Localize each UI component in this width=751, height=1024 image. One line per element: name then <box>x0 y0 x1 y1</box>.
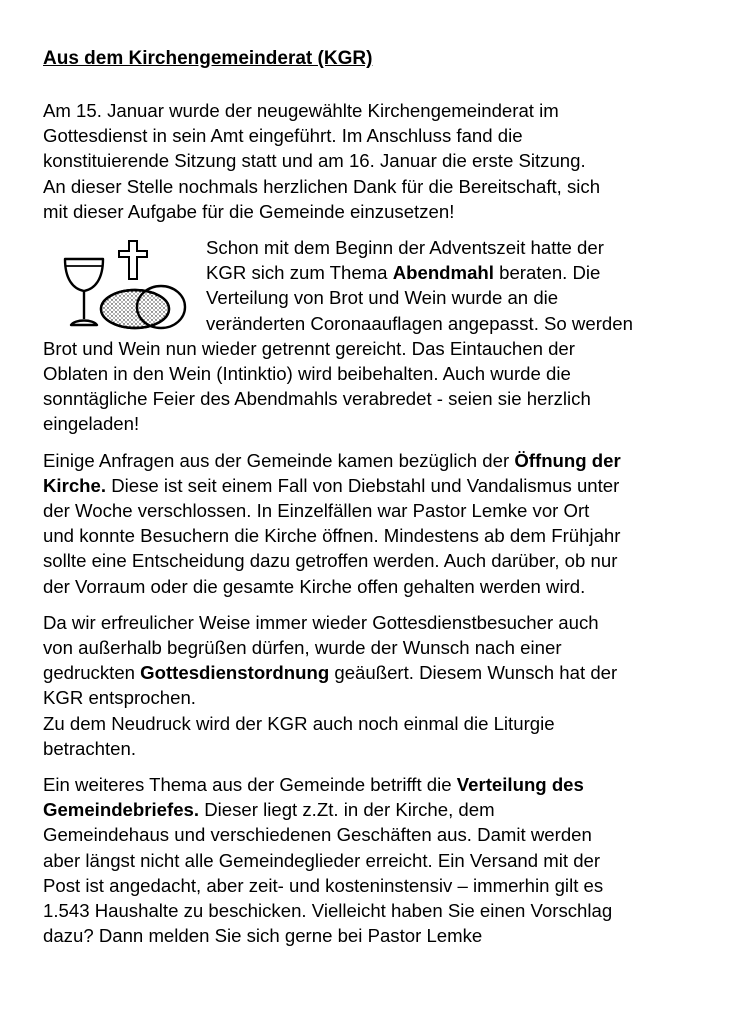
paragraph-installation <box>43 98 733 224</box>
cross-icon <box>119 241 147 279</box>
text-line: Post ist angedacht, aber zeit- und kosteninstensiv – immerhin gilt es <box>43 874 604 896</box>
communion-chalice-bread-cross-icon <box>51 235 191 335</box>
text-line: Zu dem Neudruck wird der KGR auch noch einmal die Liturgie <box>43 712 555 734</box>
text-line: aber längst nicht alle Gemeindeglieder erreicht. Ein Versand mit der <box>43 849 601 871</box>
text-line: sollte eine Entscheidung dazu getroffen werden. Auch darüber, ob nur <box>43 550 618 572</box>
text-line: Da wir erfreulicher Weise immer wieder Gottesdienstbesucher auch <box>43 611 599 633</box>
section-title: Aus dem Kirchengemeinderat (KGR) <box>43 48 373 69</box>
text-line: Gottesdienst in sein Amt eingeführt. Im Anschluss fand die <box>43 125 523 147</box>
text-line: Verteilung von Brot und Wein wurde an die <box>206 287 559 309</box>
text-line: der Vorraum oder die gesamte Kirche offen gehalten werden wird. <box>43 575 586 597</box>
text-line: gedruckten Gottesdienstordnung geäußert. Diesem Wunsch hat der <box>43 662 618 684</box>
keyword-church: Kirche. <box>43 474 107 496</box>
text-line: von außerhalb begrüßen dürfen, wurde der Wunsch nach einer <box>43 637 562 659</box>
text-line: der Woche verschlossen. In Einzelfällen war Pastor Lemke vor Ort <box>43 500 590 522</box>
text-line: Einige Anfragen aus der Gemeinde kamen bezüglich der Öffnung der <box>43 449 621 471</box>
text-line: Ein weiteres Thema aus der Gemeinde betrifft die Verteilung des <box>43 774 584 796</box>
text-line: Oblaten in den Wein (Intinktio) wird beibehalten. Auch wurde die <box>43 363 571 385</box>
chalice-icon <box>65 259 103 325</box>
bread-icon <box>101 286 185 328</box>
text-line: Kirche. Diese ist seit einem Fall von Diebstahl und Vandalismus unter <box>43 474 620 496</box>
keyword-service-order: Gottesdienstordnung <box>140 662 330 684</box>
text-line: Schon mit dem Beginn der Adventszeit hatte der <box>206 237 604 259</box>
keyword-distribution: Verteilung des <box>456 774 584 796</box>
keyword-newsletter: Gemeindebriefes. <box>43 799 200 821</box>
text-line: eingeladen! <box>43 413 140 435</box>
text-line: und konnte Besuchern die Kirche öffnen. Mindestens ab dem Frühjahr <box>43 525 621 547</box>
paragraph-service-order <box>43 610 733 761</box>
text-line: KGR sich zum Thema Abendmahl beraten. Die <box>206 262 601 284</box>
text-line: betrachten. <box>43 737 137 759</box>
text-line: veränderten Coronaauflagen angepasst. So werden <box>206 312 633 334</box>
text-line: Gemeindehaus und verschiedenen Geschäften aus. Damit werden <box>43 824 592 846</box>
text-line: konstituierende Sitzung statt und am 16. Januar die erste Sitzung. <box>43 150 586 172</box>
keyword-communion: Abendmahl <box>392 262 494 284</box>
text-line: dazu? Dann melden Sie sich gerne bei Pastor Lemke <box>43 925 483 947</box>
keyword-church-opening: Öffnung der <box>514 449 621 471</box>
newsletter-page <box>43 46 733 960</box>
text-line: Am 15. Januar wurde der neugewählte Kirchengemeinderat im <box>43 100 559 121</box>
text-line: mit dieser Aufgabe für die Gemeinde einzusetzen! <box>43 200 455 222</box>
text-line: KGR entsprochen. <box>43 687 196 709</box>
text-line: sonntägliche Feier des Abendmahls verabredet - seien sie herzlich <box>43 388 591 410</box>
paragraph-church-opening <box>43 448 733 599</box>
text-line: 1.543 Haushalte zu beschicken. Vielleicht haben Sie einen Vorschlag <box>43 900 613 922</box>
text-line: Brot und Wein nun wieder getrennt gereicht. Das Eintauchen der <box>43 337 575 359</box>
paragraph-newsletter-distribution <box>43 772 733 948</box>
text-line: An dieser Stelle nochmals herzlichen Dank für die Bereitschaft, sich <box>43 175 601 197</box>
text-line: Gemeindebriefes. Dieser liegt z.Zt. in der Kirche, dem <box>43 799 495 821</box>
